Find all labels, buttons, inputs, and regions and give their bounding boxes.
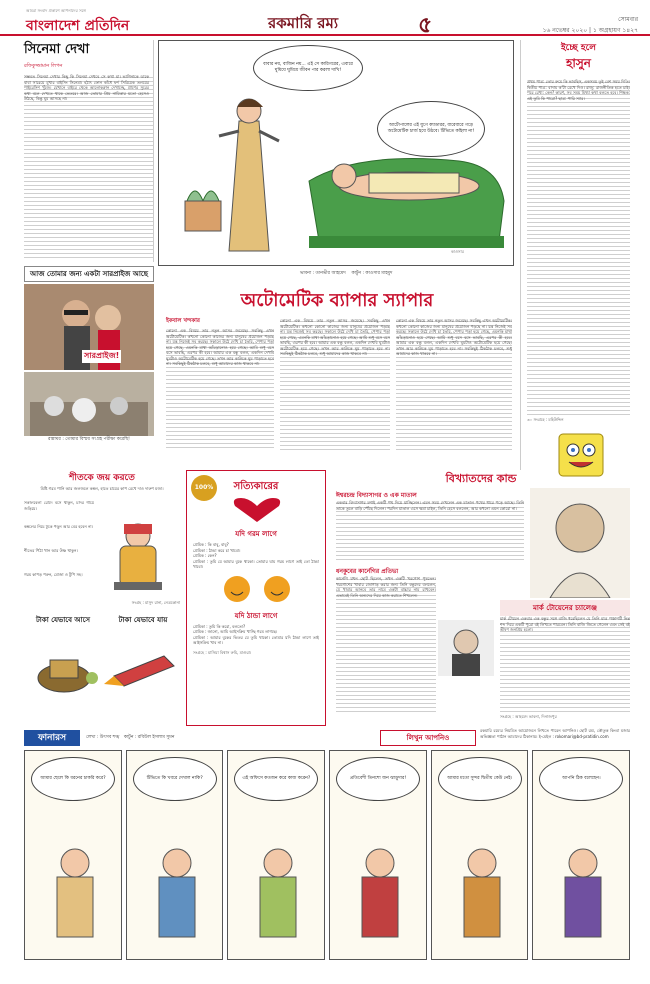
speech-bubble-1: বাবার নয়, বাজিন নয়... এই সে কারিগরের, এবারে ঘুমিয়ে ঘুমিয়ে জীবন পার করলা দাখি! xyxy=(253,45,363,91)
fanarus-title: ফানারস xyxy=(24,730,80,746)
article-title: অটোমেটিক ব্যাপার স্যাপার xyxy=(240,290,434,311)
comic-bubble-1: আমার ছেলে কি ধরনের চাকরি করে? xyxy=(31,757,115,801)
winter-item-4: গরম কাপড় পরুন, মোজা ও টুপি সহ। xyxy=(24,572,83,577)
love-box xyxy=(186,470,326,726)
love-line-6: প্রেমিক : জানো, আমি আইসক্রিম খাচ্ছি গরম লাগছে। xyxy=(193,629,278,634)
famous-story-1-body: একবার বিদ্যাসাগর মশাই একটি পথ দিয়ে যাচ্ছিলেন। এমন সময় দেখলেন এক মাতাল পথের ধারে পড়ে আছে। তিনি তাকে তুলে বাড়ি পৌঁছে দিলেন। পরদিন মাতাল এসে ক্ষমা চাইল, তিনি হেসে বললেন, আর কখনো এমন কোরো না। xyxy=(336,500,524,560)
famous-title: বিখ্যাতদের কান্ড xyxy=(445,472,517,485)
money-come xyxy=(24,614,102,714)
messy-kitchen-photo xyxy=(24,372,154,436)
famous-story-2-title: ধনকুবের কার্নেগির প্রতিভা xyxy=(336,568,399,575)
fanarus-credit xyxy=(86,734,174,741)
love-credit: সংগ্রহে : মাসিয়া বিশ্বাস রুমি, মাগুরা। xyxy=(193,649,252,655)
jokes-body: প্রথম পাত্র: তোর রুমে কি ভাবছিস, একসময় তুই বেশ সময় দিতি। দ্বিতীয় পাত্র: বাদাম ক'টা রেখে দিও। রাজু: রাজনীতিক হতে চাই। পরে রেখা: কেন? কারণ, সব সময় মিথ্যা কথা বলতে হবে। শিক্ষক: এই তুমি কি পারো? ছাত্র: পারি স্যার। xyxy=(527,79,630,415)
comic-character-1 xyxy=(35,841,115,957)
speech-bubble-2: আর্টোপালের এই যুগে ক্যাডারর, বারেবারে গড়ে অটোমেটিক চার্জ হয়ে উঠবে। টিভিতে কহিলা না! xyxy=(377,101,485,157)
comic-panel-3 xyxy=(227,750,325,960)
comic-character-6 xyxy=(543,841,623,957)
cinema-byline: রফিকুজ্জামান লিপন xyxy=(24,63,63,69)
article-col-1: কোনো এক বিষয়ে তার নতুন আসর জমেছে। সবকিছু এখন অটোমেটিক। কখনো কোনো কাজের জন্য মানুষের প্রয়োজন পড়ছে না। যন্ত্র নিজেই সব করছে। সকালে উঠে দেখি চা তৈরি, পেপার পড়া হয়ে গেছে, এমনকি মাথা আঁচড়ানোও হয়ে গেছে। আমি শুধু বসে বসে ভাবছি, এরপর কী হবে। আমার এক বন্ধু বলল, একদিন দেখবি ঘুমটাও অটোমেটিক হয়ে গেছে। তখন আর কাউকে ঘুম পাড়াতে হবে না। সবকিছুই ঠিকঠাক চলবে, শুধু আমাদের কাজ থাকবে না। xyxy=(166,328,274,450)
love-heading-hot: যদি গরম লাগে xyxy=(235,530,277,538)
fanarus-strip xyxy=(24,750,630,960)
day: সোমবার xyxy=(618,16,638,23)
cinema-story xyxy=(24,40,154,262)
comic-character-5 xyxy=(442,841,522,957)
cinema-body: সম্ভবত সিনেমা দেখার কিছু কি সিনেমা দেখবে সে কথা মা। ভাগিনাকে ডাকে বাবা সারেয়ে মুখার বাইসিং সিনেমা। হঠাৎ ফোন কাঁধে ফর্দ সিরিয়েক তলয়ের পাইরেসিশ খুঁজে। যেখানে বাইরে থেকে আলোকস্নান দেখাচ্ছে, প্রাণের সুরের কথা বলে দেখতে থাকে ভেতরে। আজ তোমার প্রিয় নায়িকার মতো হেসেও উঠছে, কিন্তু ঘুম আসছে না। xyxy=(24,74,153,260)
dateline xyxy=(498,14,638,36)
logo-tagline: আমরা সংবাদ প্রকাশে আপনাদের সঙ্গে xyxy=(26,8,86,13)
winter-item-3: শীতের পিঠা খান আর উষ্ণ থাকুন। xyxy=(24,548,78,553)
comic-character-2 xyxy=(137,841,217,957)
winter-item-2: কম্বলের নিচে ঢুকে পড়ুন আর বের হবেন না। xyxy=(24,524,93,529)
winter-list xyxy=(24,500,180,600)
winter-item-1: সকালবেলা রোদে বসে থাকুন, চাদর গায়ে জড়িয়ে। xyxy=(24,500,94,511)
page-number: ৫ xyxy=(418,13,433,38)
write-title: লিখুন আপনিও xyxy=(380,730,476,746)
famous-story-1-title: ঈশ্বরচন্দ্র বিদ্যাসাগর ও এক মাতাল xyxy=(336,492,417,499)
money-come-label: টাকা যেভাবে আসে xyxy=(35,616,91,624)
article-col-2: কোনো এক বিষয়ে তার নতুন আসর জমেছে। সবকিছু এখন অটোমেটিক। কখনো কোনো কাজের জন্য মানুষের প্রয়োজন পড়ছে না। যন্ত্র নিজেই সব করছে। সকালে উঠে দেখি চা তৈরি, পেপার পড়া হয়ে গেছে, এমনকি মাথা আঁচড়ানোও হয়ে গেছে। আমি শুধু বসে বসে ভাবছি, এরপর কী হবে। আমার এক বন্ধু বলল, একদিন দেখবি ঘুমটাও অটোমেটিক হয়ে গেছে। তখন আর কাউকে ঘুম পাড়াতে হবে না। সবকিছুই ঠিকঠাক চলবে, শুধু আমাদের কাজ থাকবে না। xyxy=(280,318,390,450)
comic-panel-1 xyxy=(24,750,122,960)
jokes-column xyxy=(520,40,630,470)
love-line-4: প্রেমিকা : তুমি যে আমার বুকে থাকো। তোমার ঘাম গরম লাগে তাই তো ঠান্ডা খাবো। xyxy=(193,558,319,569)
surprise-caption: সারপ্রাইজ! xyxy=(82,350,121,363)
comic-panel-6 xyxy=(532,750,630,960)
cartoon-idea-credit: ভাবনা : তানভীর আহমেদ xyxy=(300,271,346,276)
article-byline: ইকবাল খন্দকার xyxy=(166,318,200,324)
rocket-cartoon xyxy=(104,626,182,702)
comic-character-3 xyxy=(238,841,318,957)
badge-100: 100% xyxy=(191,475,217,501)
famous-story-2-body: কার্নেগি যখন ছোট ছিলেন, তখন একটি খরগোশ পুষতেন। খরগোশের খাবার জোগাড় করার জন্য তিনি বন্ধুদের বললেন, যে খাবার আনবে তার নামে একটা বাচ্চার নাম রাখবেন। এভাবেই তিনি অন্যদের দিয়ে কাজ করাতে শিখলেন। xyxy=(336,576,436,714)
fanarus-artist: কার্টুন : রবিউল ইসলাম সুমন xyxy=(123,735,175,740)
love-line-3: প্রেমিক : কেন? xyxy=(193,553,217,558)
cartoon-credit xyxy=(300,270,392,277)
cinema-title: সিনেমা দেখা xyxy=(24,42,90,57)
winter-title: শীতকে জয় করতে xyxy=(69,473,135,483)
money-go-label: টাকা যেভাবে যায় xyxy=(118,616,168,624)
famous-credit: সংগ্রহে : আহমেদ ভাবনা, দিনাজপুর xyxy=(500,714,557,719)
heart-sign-icon xyxy=(227,496,287,524)
vidyasagar-portrait xyxy=(530,488,630,598)
newspaper-logo: বাংলাদেশ প্রতিদিন xyxy=(26,18,130,34)
carnegie-portrait xyxy=(438,620,494,676)
comic-bubble-4: প্রতিবেশী তিনশো জন ঝাড়ুদার! xyxy=(336,757,420,801)
love-line-5: প্রেমিকা : তুমি কি করো, বলতো? xyxy=(193,623,246,629)
love-line-2: প্রেমিকা : ঠান্ডা করে চা খাবো। xyxy=(193,547,241,553)
comic-bubble-2: টিভিতে কি খবরে দেখাল নাকি? xyxy=(133,757,217,801)
surprise-caption-2: রান্নাঘর : তোমার বিস্ময় সংগ্রহ পরীক্ষা করেছি! xyxy=(48,437,130,442)
write-body: রকমারি রম্যের নিয়মিত আয়োজনে লিখতে পারেন আপনিও। ছোট রম্য, কৌতুক কিংবা মজার অভিজ্ঞতা পাঠান আমাদের ঠিকানায়। ই-মেইল : rokomari@bd-pratidin.com xyxy=(480,728,630,748)
comic-bubble-5: আমার মতো সুন্দর দ্বিতীয় কেউ নেই। xyxy=(438,757,522,801)
jokes-title-small: ইচ্ছে হলে xyxy=(560,43,596,53)
winter-credit: সংগ্রহ : মাসুদ রানা, নেত্রকোনা xyxy=(131,600,180,605)
famous-story-3-title: মার্ক টোয়েনের চ্যালেঞ্জ xyxy=(500,600,630,616)
bundled-person-cartoon xyxy=(102,518,176,594)
love-line-7: প্রেমিকা : আমার বুকের ভিতর যে তুমি থাকো। তোমার যদি ঠান্ডা লাগে তাই আইসক্রিম খাব না। xyxy=(193,634,319,645)
comic-panel-2 xyxy=(126,750,224,960)
emoji-faces-icon xyxy=(187,572,327,606)
surprise-photo-1 xyxy=(24,284,154,370)
comic-bubble-6: আপনি ঠিক বলেছেন। xyxy=(539,757,623,801)
fanarus-writer: লেখা : উৎসব শঙ্খ xyxy=(86,735,120,740)
article-col-3: কোনো এক বিষয়ে তার নতুন আসর জমেছে। সবকিছু এখন অটোমেটিক। কখনো কোনো কাজের জন্য মানুষের প্রয়োজন পড়ছে না। যন্ত্র নিজেই সব করছে। সকালে উঠে দেখি চা তৈরি, পেপার পড়া হয়ে গেছে, এমনকি মাথা আঁচড়ানোও হয়ে গেছে। আমি শুধু বসে বসে ভাবছি, এরপর কী হবে। আমার এক বন্ধু বলল, একদিন দেখবি ঘুমটাও অটোমেটিক হয়ে গেছে। তখন আর কাউকে ঘুম পাড়াতে হবে না। সবকিছুই ঠিকঠাক চলবে, শুধু আমাদের কাজ থাকবে না। xyxy=(396,318,512,450)
section-title: রকমারি রম্য xyxy=(268,14,339,32)
cartoonist-signature: কাওসার xyxy=(451,249,464,254)
money-go xyxy=(104,614,182,714)
turtle-cartoon xyxy=(24,626,102,702)
comic-panel-4 xyxy=(329,750,427,960)
love-hot-lines xyxy=(187,540,325,572)
comic-character-4 xyxy=(340,841,420,957)
date: ১৬ নভেম্বর ২০২০ | ১ অগ্রহায়ণ ১৪২৭ xyxy=(542,27,638,34)
jokes-credit: ৩০ সংগ্রহে : মহিউদ্দিন xyxy=(527,417,564,422)
love-line-1: প্রেমিক : কি বাবু, বাবু? xyxy=(193,542,229,547)
surprise-photo-2 xyxy=(24,372,154,436)
comic-panel-5 xyxy=(431,750,529,960)
famous-story-3-body: মার্ক টোয়েন একবার এক বন্ধুর সঙ্গে বাজি ধরেছিলেন যে তিনি মাত্র পঞ্চাশটি ভিন্ন শব্দ দিয়ে একটি পুরো বই লিখতে পারবেন। তিনি বাজি জিতে গেলেন এবং সেই বই ভীষণ জনপ্রিয় হলো। xyxy=(500,616,630,712)
jokes-title: হাসুন xyxy=(566,56,591,70)
cartoon-artist-credit: কার্টুন : কাওসার মাহমুদ xyxy=(351,271,393,276)
surprise-title: আজ তোমার জন্য একটা সারপ্রাইজ আছে xyxy=(24,266,154,282)
winter-intro: মিষ্টি গরম পানি আর জলজলে কম্বল, হাতে চায়ের কাপ রেখে দাও দারুণ মজা। xyxy=(40,486,164,491)
love-heading-cold: যদি ঠান্ডা লাগে xyxy=(234,611,278,620)
main-cartoon xyxy=(158,40,514,266)
comic-bubble-3: এই অফিসে কতজন করে কাজ করেন? xyxy=(234,757,318,801)
love-title: সত্যিকারের xyxy=(233,481,279,492)
love-cold-lines xyxy=(187,622,325,648)
